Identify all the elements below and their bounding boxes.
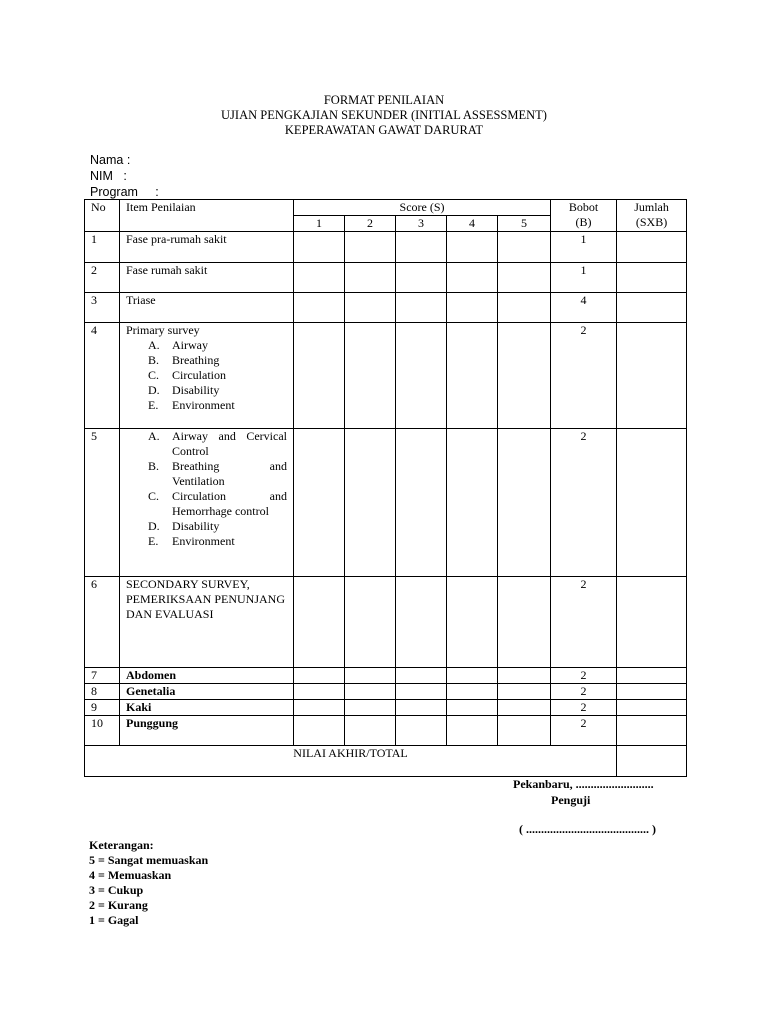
score-col-4: 4 (447, 216, 498, 232)
score-cell[interactable] (447, 684, 498, 700)
jumlah-cell[interactable] (617, 263, 687, 293)
jumlah-cell[interactable] (617, 293, 687, 323)
sub-item-text: Airway (172, 338, 208, 352)
score-cell[interactable] (345, 577, 396, 668)
sub-item (126, 519, 287, 534)
row-bobot: 2 (551, 577, 617, 668)
jumlah-cell[interactable] (617, 232, 687, 263)
row-bobot: 2 (551, 323, 617, 429)
score-cell[interactable] (345, 716, 396, 746)
total-row (85, 746, 687, 777)
row-item: Abdomen (120, 668, 294, 684)
sub-item-text: Breathing and Ventilation (172, 459, 287, 488)
sub-item (126, 534, 287, 549)
score-cell[interactable] (345, 232, 396, 263)
score-cell[interactable] (345, 323, 396, 429)
sub-item-letter: C. (148, 489, 160, 503)
row-bobot: 2 (551, 684, 617, 700)
row-bobot: 4 (551, 293, 617, 323)
score-cell[interactable] (396, 232, 447, 263)
row-item (120, 323, 294, 429)
score-cell[interactable] (447, 323, 498, 429)
row-bobot: 1 (551, 263, 617, 293)
score-cell[interactable] (294, 577, 345, 668)
score-col-3: 3 (396, 216, 447, 232)
row-no: 1 (85, 232, 120, 263)
legend-title: Keterangan: (89, 838, 154, 852)
row-item (120, 429, 294, 577)
sub-item-letter: D. (148, 383, 160, 397)
jumlah-cell[interactable] (617, 700, 687, 716)
legend (89, 838, 208, 928)
sub-item-letter: A. (148, 429, 160, 443)
sub-item-letter: B. (148, 459, 160, 473)
sub-item (126, 368, 287, 383)
sub-item-letter: B. (148, 353, 160, 367)
sub-item-text: Circulation and Hemorrhage control (172, 489, 287, 518)
row-no: 5 (85, 429, 120, 577)
header-bobot-line1: Bobot (568, 200, 599, 214)
title-line-1: FORMAT PENILAIAN (323, 93, 445, 107)
score-cell[interactable] (447, 700, 498, 716)
jumlah-cell[interactable] (617, 429, 687, 577)
score-cell[interactable] (345, 263, 396, 293)
nama-field: Nama : (90, 153, 131, 167)
score-cell[interactable] (498, 263, 551, 293)
table-row (85, 232, 687, 263)
sub-item-text: Environment (172, 398, 235, 412)
row-item: Triase (120, 293, 294, 323)
score-cell[interactable] (396, 577, 447, 668)
row-bobot: 2 (551, 429, 617, 577)
score-cell[interactable] (396, 293, 447, 323)
score-cell[interactable] (498, 577, 551, 668)
total-label: NILAI AKHIR/TOTAL (85, 746, 617, 777)
score-cell[interactable] (294, 716, 345, 746)
table-row (85, 323, 687, 429)
table-header-row (85, 200, 687, 216)
sub-item-letter: D. (148, 519, 160, 533)
sub-item-text: Environment (172, 534, 235, 548)
score-cell[interactable] (447, 263, 498, 293)
score-cell[interactable] (498, 716, 551, 746)
score-cell[interactable] (498, 668, 551, 684)
row-bobot: 2 (551, 716, 617, 746)
examiner-role: Penguji (551, 793, 591, 807)
row-item-heading: Primary survey (126, 323, 200, 337)
score-cell[interactable] (447, 293, 498, 323)
row-no: 3 (85, 293, 120, 323)
score-cell[interactable] (447, 716, 498, 746)
sub-item (126, 429, 287, 459)
score-cell[interactable] (345, 684, 396, 700)
nim-field: NIM : (90, 169, 127, 183)
score-cell[interactable] (447, 232, 498, 263)
score-cell[interactable] (498, 293, 551, 323)
score-cell[interactable] (294, 293, 345, 323)
jumlah-cell[interactable] (617, 323, 687, 429)
table-row (85, 263, 687, 293)
row-item: Fase rumah sakit (120, 263, 294, 293)
place-date: Pekanbaru, .......................... (513, 777, 654, 791)
header-score: Score (S) (294, 200, 551, 216)
sub-item-letter: E. (148, 534, 159, 548)
sub-item-letter: A. (148, 338, 160, 352)
score-cell[interactable] (396, 263, 447, 293)
row-no: 6 (85, 577, 120, 668)
legend-item: 5 = Sangat memuaskan (89, 853, 209, 867)
title-line-3: KEPERAWATAN GAWAT DARURAT (284, 123, 484, 137)
sub-item-letter: C. (148, 368, 160, 382)
legend-item: 3 = Cukup (89, 883, 144, 897)
row-bobot: 1 (551, 232, 617, 263)
row-item: Kaki (120, 700, 294, 716)
legend-item: 1 = Gagal (89, 913, 139, 927)
header-item: Item Penilaian (120, 200, 294, 232)
header-jumlah-line2: (SXB) (635, 215, 668, 229)
score-cell[interactable] (294, 668, 345, 684)
score-col-1: 1 (294, 216, 345, 232)
total-value-cell[interactable] (617, 746, 687, 777)
table-row (85, 429, 687, 577)
identity-fields (90, 152, 159, 200)
sub-item-text: Breathing (172, 353, 220, 367)
legend-item: 2 = Kurang (89, 898, 148, 912)
row-no: 7 (85, 668, 120, 684)
score-cell[interactable] (498, 684, 551, 700)
examiner-name-blank: ( ......................................... ) (519, 822, 656, 836)
sub-item-list (126, 338, 287, 413)
document-title (0, 93, 768, 138)
sub-item (126, 398, 287, 413)
score-cell[interactable] (345, 429, 396, 577)
jumlah-cell[interactable] (617, 577, 687, 668)
row-no: 4 (85, 323, 120, 429)
header-bobot (551, 200, 617, 232)
legend-item: 4 = Memuaskan (89, 868, 172, 882)
score-cell[interactable] (498, 232, 551, 263)
sub-item-text: Disability (172, 519, 220, 533)
header-bobot-line2: (B) (575, 215, 592, 229)
score-cell[interactable] (447, 429, 498, 577)
score-cell[interactable] (294, 263, 345, 293)
jumlah-cell[interactable] (617, 668, 687, 684)
sub-item (126, 459, 287, 489)
score-cell[interactable] (294, 684, 345, 700)
score-cell[interactable] (345, 293, 396, 323)
score-cell[interactable] (396, 716, 447, 746)
header-jumlah-line1: Jumlah (634, 200, 669, 214)
header-no: No (85, 200, 120, 232)
table-row (85, 577, 687, 668)
table-row (85, 700, 687, 716)
score-cell[interactable] (345, 668, 396, 684)
row-no: 8 (85, 684, 120, 700)
score-cell[interactable] (294, 232, 345, 263)
score-cell[interactable] (396, 700, 447, 716)
program-field: Program : (90, 185, 159, 199)
sub-item-letter: E. (148, 398, 159, 412)
sub-item (126, 489, 287, 519)
row-item: Genetalia (120, 684, 294, 700)
score-cell[interactable] (447, 577, 498, 668)
table-row (85, 716, 687, 746)
row-bobot: 2 (551, 700, 617, 716)
sub-item (126, 353, 287, 368)
row-bobot: 2 (551, 668, 617, 684)
score-cell[interactable] (498, 700, 551, 716)
jumlah-cell[interactable] (617, 684, 687, 700)
assessment-table (84, 199, 687, 777)
score-cell[interactable] (498, 429, 551, 577)
row-no: 2 (85, 263, 120, 293)
score-cell[interactable] (345, 700, 396, 716)
sub-item-text: Airway and Cervical Control (172, 429, 287, 458)
sub-item-text: Disability (172, 383, 220, 397)
score-cell[interactable] (294, 700, 345, 716)
sub-item-text: Circulation (172, 368, 226, 382)
title-line-2: UJIAN PENGKAJIAN SEKUNDER (INITIAL ASSESSMENT) (221, 108, 547, 122)
row-item: Fase pra-rumah sakit (120, 232, 294, 263)
sub-item-list (126, 429, 287, 549)
jumlah-cell[interactable] (617, 716, 687, 746)
score-cell[interactable] (447, 668, 498, 684)
header-jumlah (617, 200, 687, 232)
score-col-5: 5 (498, 216, 551, 232)
score-cell[interactable] (396, 323, 447, 429)
row-item: SECONDARY SURVEY, PEMERIKSAAN PENUNJANG DAN EVALUASI (120, 577, 294, 668)
score-cell[interactable] (294, 323, 345, 429)
table-row (85, 684, 687, 700)
row-item: Punggung (120, 716, 294, 746)
row-no: 9 (85, 700, 120, 716)
score-cell[interactable] (498, 323, 551, 429)
score-cell[interactable] (396, 429, 447, 577)
table-row (85, 668, 687, 684)
sub-item (126, 383, 287, 398)
score-cell[interactable] (294, 429, 345, 577)
score-cell[interactable] (396, 684, 447, 700)
score-col-2: 2 (345, 216, 396, 232)
table-row (85, 293, 687, 323)
sub-item (126, 338, 287, 353)
score-cell[interactable] (396, 668, 447, 684)
row-no: 10 (85, 716, 120, 746)
